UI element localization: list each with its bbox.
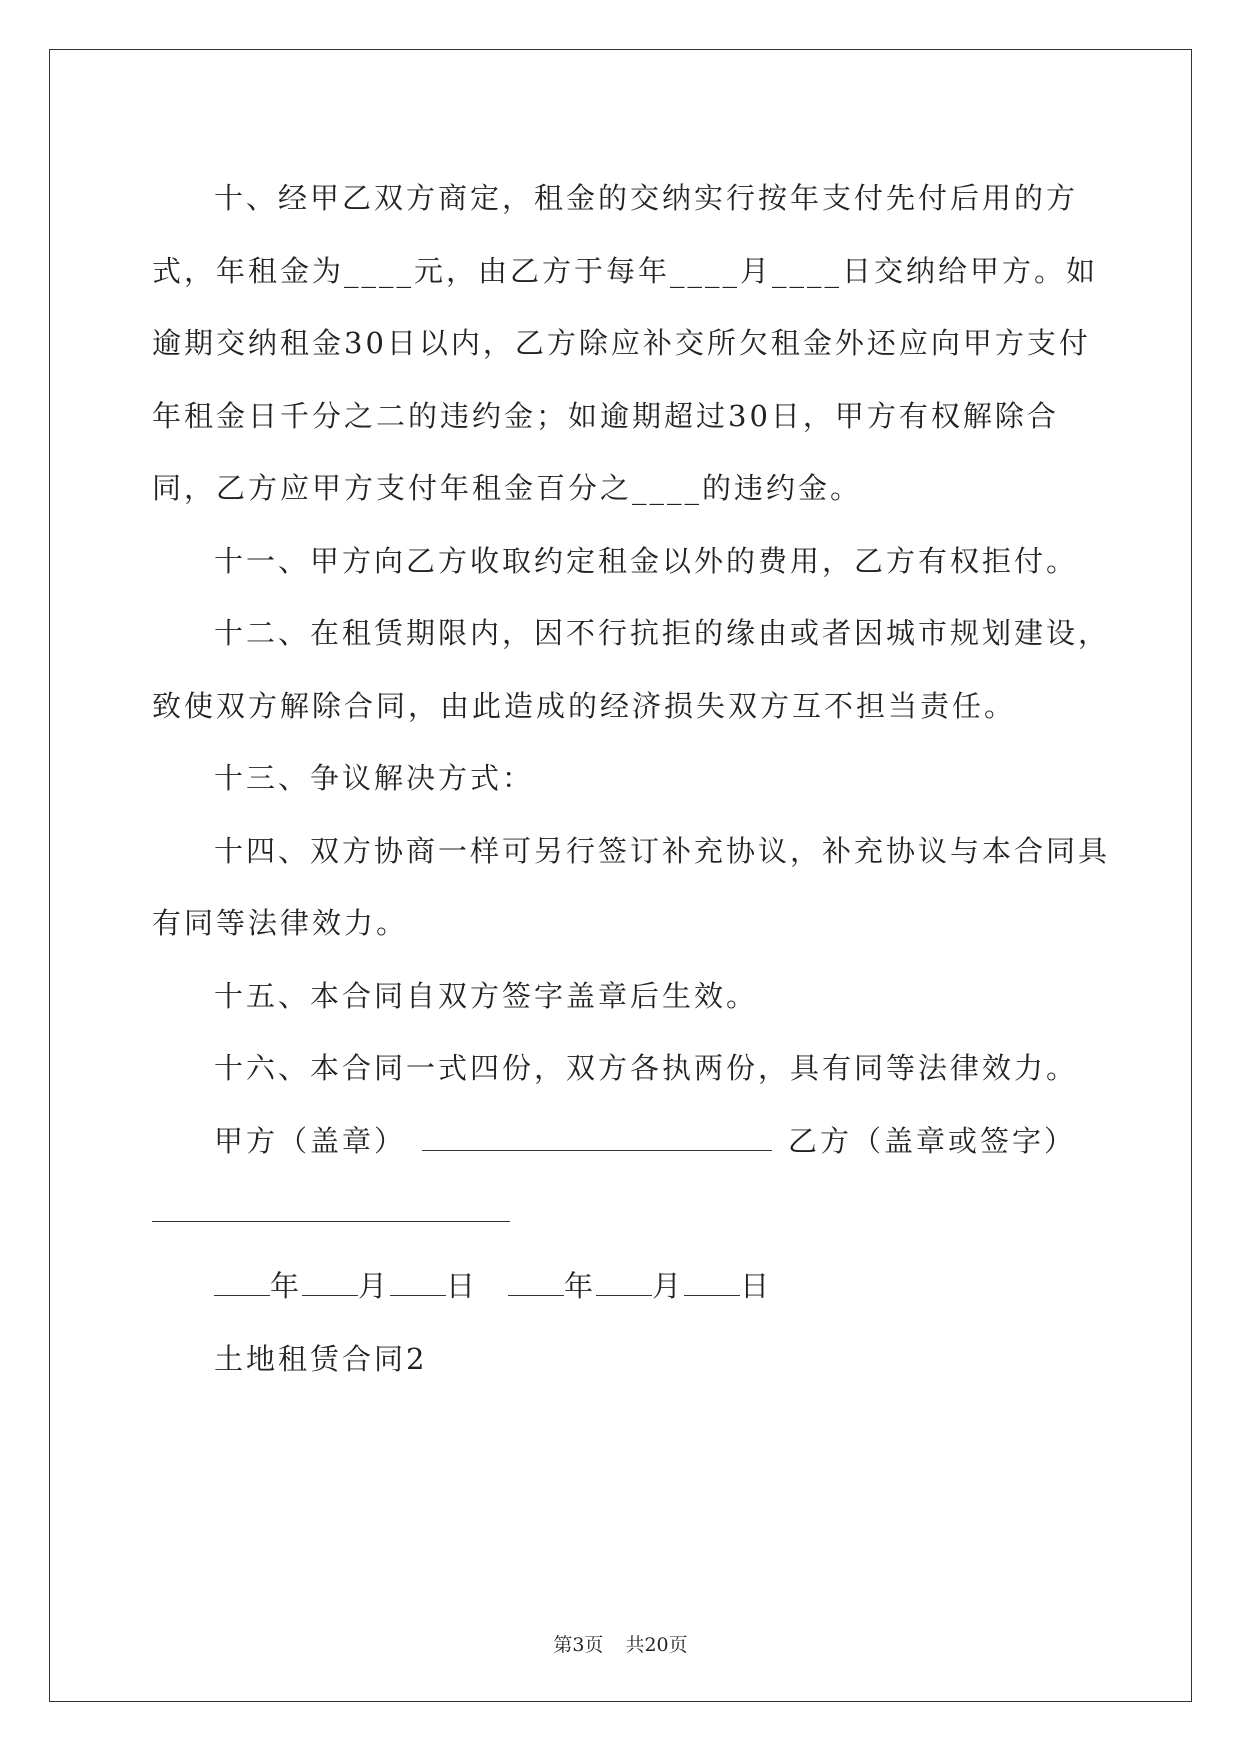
next-contract-title: 土地租赁合同2 bbox=[214, 1341, 428, 1376]
page-footer bbox=[0, 1630, 1241, 1657]
page-total: 共20页 bbox=[625, 1634, 688, 1656]
date-line bbox=[152, 1250, 1112, 1323]
clause-16: 十六、本合同一式四份，双方各执两份，具有同等法律效力。 bbox=[214, 1051, 1079, 1085]
page-number: 第3页 bbox=[553, 1634, 604, 1656]
date-a-month-blank bbox=[302, 1273, 358, 1296]
date-a-day-unit: 日 bbox=[446, 1269, 479, 1303]
party-b-label: 乙方（盖章或签字） bbox=[788, 1123, 1077, 1158]
date-b-year-unit: 年 bbox=[564, 1269, 597, 1303]
clause-13: 十三、争议解决方式： bbox=[214, 761, 535, 795]
date-b-day-blank bbox=[684, 1273, 740, 1296]
date-a-year-blank bbox=[214, 1273, 270, 1296]
document-body bbox=[152, 162, 1112, 1395]
party-a-label: 甲方（盖章） bbox=[214, 1123, 407, 1158]
date-b-month-unit: 月 bbox=[652, 1269, 685, 1303]
date-b-month-blank bbox=[596, 1273, 652, 1296]
clause-14: 十四、双方协商一样可另行签订补充协议，补充协议与本合同具有同等法律效力。 bbox=[152, 833, 1111, 940]
clause-11: 十一、甲方向乙方收取约定租金以外的费用，乙方有权拒付。 bbox=[214, 543, 1079, 578]
date-a-day-blank bbox=[390, 1273, 446, 1296]
party-b-signature-blank bbox=[152, 1221, 510, 1222]
date-b-day-unit: 日 bbox=[740, 1269, 773, 1303]
clause-12: 十二、在租赁期限内，因不行抗拒的缘由或者因城市规划建设，致使双方解除合同，由此造成的经济损失双方互不担当责任。 bbox=[152, 616, 1111, 723]
signature-line bbox=[152, 1105, 1112, 1178]
date-a-month-unit: 月 bbox=[358, 1269, 391, 1303]
party-a-signature-blank bbox=[422, 1128, 772, 1151]
date-a-year-unit: 年 bbox=[270, 1269, 303, 1303]
clause-10: 十、经甲乙双方商定，租金的交纳实行按年支付先付后用的方式，年租金为____元，由乙方于每年____月____日交纳给甲方。如逾期交纳租金30日以内，乙方除应补交所欠租金外还应向甲方支付年租金日千分之二的违约金；如逾期超过30日，甲方有权解除合同，乙方应甲方支付年租金百分之____的违约金。 bbox=[152, 181, 1099, 505]
date-b-year-blank bbox=[508, 1273, 564, 1296]
clause-15: 十五、本合同自双方签字盖章后生效。 bbox=[214, 978, 759, 1013]
